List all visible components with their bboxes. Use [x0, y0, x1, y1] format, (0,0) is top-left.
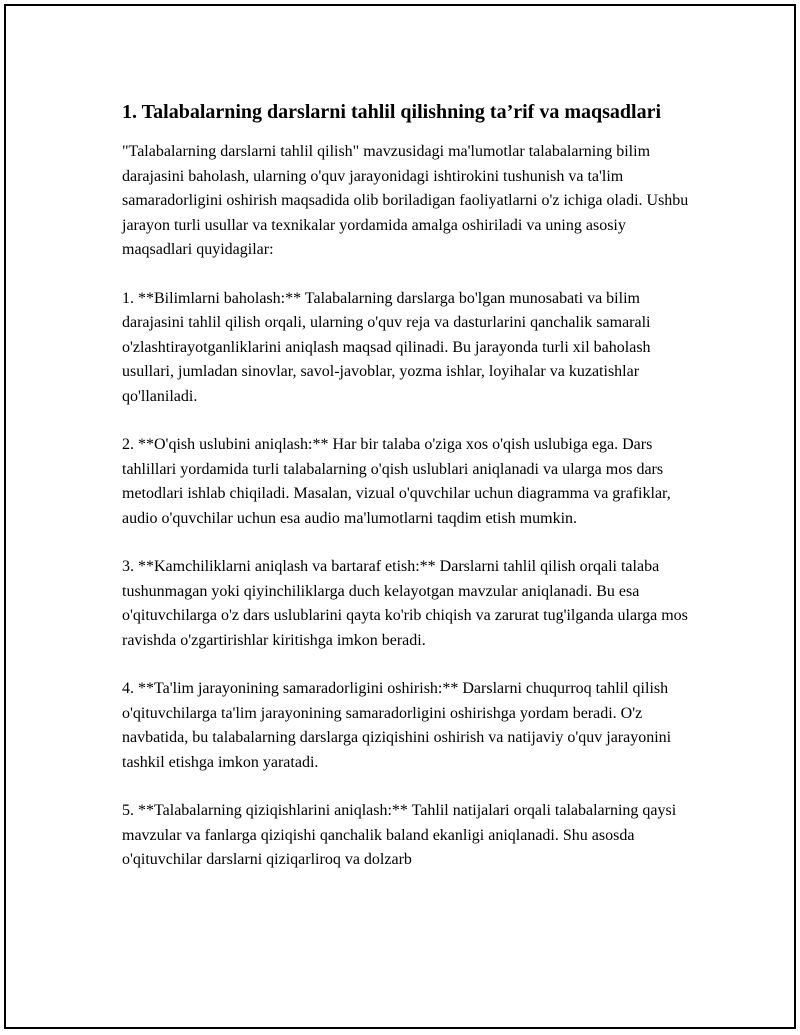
document-content: [122, 98, 692, 897]
list-item-1: 1. **Bilimlarni baholash:** Talabalarning darslarga bo'lgan munosabati va bilim darajasini tahlil qilish orqali, ularning o'quv reja va dasturlarini qanchalik samarali o'zlashtirayotganliklarini aniqlash maqsad qilinadi. Bu jarayonda turli xil baholash usullari, jumladan sinovlar, savol-javoblar, yozma ishlar, loyihalar va kuzatishlar qo'llaniladi.: [122, 289, 651, 405]
list-item-5: 5. **Talabalarning qiziqishlarini aniqlash:** Tahlil natijalari orqali talabalarning qaysi mavzular va fanlarga qiziqishi qanchalik baland ekanligi aniqlanadi. Shu asosda o'qituvchilar darslarni qiziqarliroq va dolzarb: [122, 802, 677, 868]
section-title: 1. Talabalarning darslarni tahlil qilishning ta’rif va maqsadlari: [122, 101, 662, 123]
list-item-2: 2. **O'qish uslubini aniqlash:** Har bir talaba o'ziga xos o'qish uslubiga ega. Dars tahlillari yordamida turli talabalarning o'qish uslublari aniqlanadi va ularga mos dars metodlari ishlab chiqiladi. Masalan, vizual o'quvchilar uchun diagramma va grafiklar, audio o'quvchilar uchun esa audio ma'lumotlarni taqdim etish mumkin.: [122, 436, 671, 527]
intro-paragraph: "Talabalarning darslarni tahlil qilish" mavzusidagi ma'lumotlar talabalarning bilim darajasini baholash, ularning o'quv jarayonidagi ishtirokini tushunish va ta'lim samaradorligini oshirish maqsadida olib boriladigan faoliyatlarni o'z ichiga oladi. Ushbu jarayon turli usullar va texnikalar yordamida amalga oshiriladi va uning asosiy maqsadlari quyidagilar:: [122, 143, 689, 258]
list-item-3: 3. **Kamchiliklarni aniqlash va bartaraf etish:** Darslarni tahlil qilish orqali talaba tushunmagan yoki qiyinchiliklarga duch kelayotgan mavzular aniqlanadi. Bu esa o'qituvchilarga o'z dars uslublarini qayta ko'rib chiqish va zarurat tug'ilganda ularga mos ravishda o'zgartirishlar kiritishga imkon beradi.: [122, 558, 688, 649]
list-item-4: 4. **Ta'lim jarayonining samaradorligini oshirish:** Darslarni chuqurroq tahlil qilish o'qituvchilarga ta'lim jarayonining samaradorligini oshirishga yordam beradi. O'z navbatida, bu talabalarning darslarga qiziqishini oshirish va natijaviy o'quv jarayonini tashkil etishga imkon yaratadi.: [122, 680, 672, 771]
document-page: [4, 4, 796, 1029]
